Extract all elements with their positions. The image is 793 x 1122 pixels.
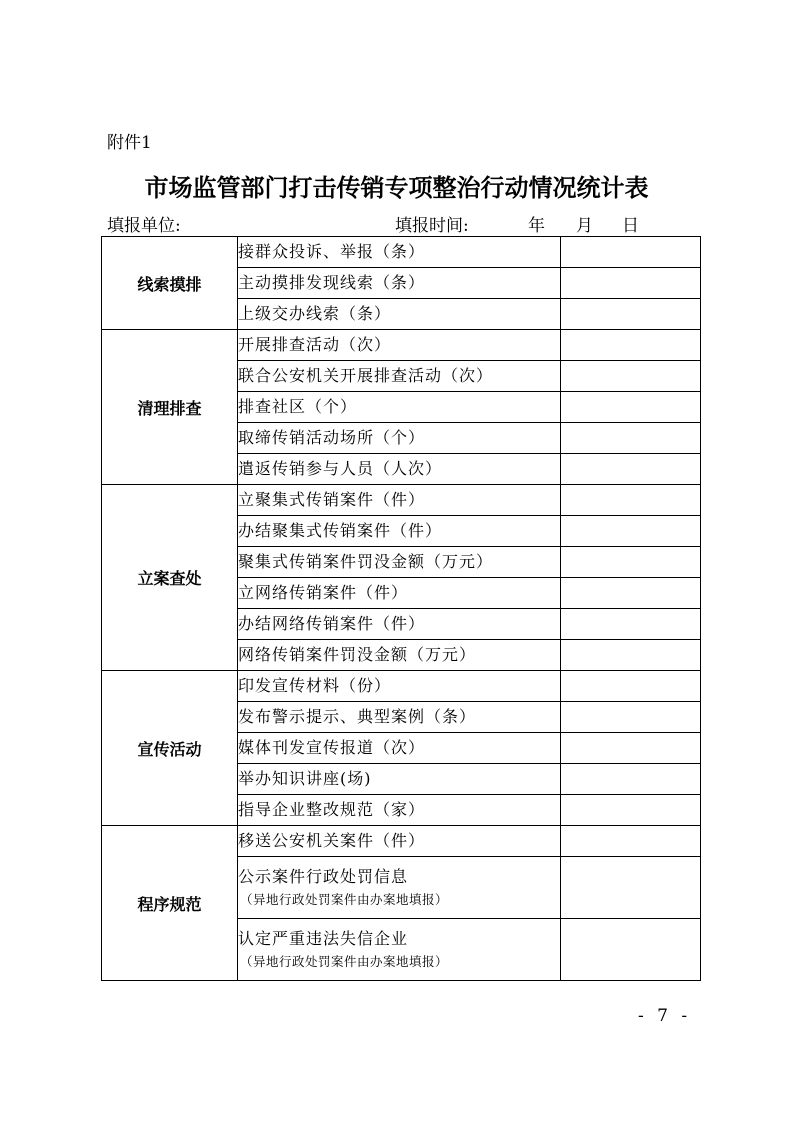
value-input-cell[interactable] xyxy=(561,640,701,671)
day-label: 日 xyxy=(622,216,639,236)
value-input-cell[interactable] xyxy=(561,330,701,361)
category-cell: 清理排查 xyxy=(102,330,238,485)
value-input-cell[interactable] xyxy=(561,919,701,981)
item-label-cell xyxy=(238,361,561,392)
page-number: - 7 - xyxy=(638,1006,692,1026)
item-label-cell xyxy=(238,392,561,423)
item-label: 主动摸排发现线索（条） xyxy=(238,273,426,292)
item-note: （异地行政处罚案件由办案地填报） xyxy=(240,953,449,969)
month-label: 月 xyxy=(576,216,593,236)
item-label: 办结聚集式传销案件（件） xyxy=(238,521,443,540)
attachment-label: 附件1 xyxy=(107,133,152,153)
item-label: 联合公安机关开展排查活动（次） xyxy=(238,366,494,385)
value-input-cell[interactable] xyxy=(561,423,701,454)
value-input-cell[interactable] xyxy=(561,795,701,826)
category-cell: 线索摸排 xyxy=(102,237,238,330)
item-label: 举办知识讲座(场) xyxy=(238,769,372,788)
value-input-cell[interactable] xyxy=(561,516,701,547)
item-label: 上级交办线索（条） xyxy=(238,304,392,323)
item-label: 印发宣传材料（份） xyxy=(238,676,392,695)
item-label-cell xyxy=(238,826,561,857)
item-label-cell xyxy=(238,733,561,764)
item-label: 媒体刊发宣传报道（次） xyxy=(238,738,426,757)
item-label: 办结网络传销案件（件） xyxy=(238,614,426,633)
item-label-cell xyxy=(238,485,561,516)
item-label-cell xyxy=(238,702,561,733)
value-input-cell[interactable] xyxy=(561,237,701,268)
item-label: 接群众投诉、举报（条） xyxy=(238,242,426,261)
statistics-table xyxy=(101,236,701,981)
value-input-cell[interactable] xyxy=(561,702,701,733)
item-label: 遣返传销参与人员（人次） xyxy=(238,459,443,478)
value-input-cell[interactable] xyxy=(561,671,701,702)
fill-time-label: 填报时间: xyxy=(395,216,469,236)
value-input-cell[interactable] xyxy=(561,268,701,299)
value-input-cell[interactable] xyxy=(561,578,701,609)
item-label: 立聚集式传销案件（件） xyxy=(238,490,426,509)
item-label-cell xyxy=(238,671,561,702)
item-label-cell xyxy=(238,919,561,981)
item-label-cell xyxy=(238,299,561,330)
table-row xyxy=(102,826,701,857)
item-label: 开展排查活动（次） xyxy=(238,335,392,354)
value-input-cell[interactable] xyxy=(561,454,701,485)
category-cell: 立案查处 xyxy=(102,485,238,671)
item-label: 网络传销案件罚没金额（万元） xyxy=(238,645,477,664)
table-row xyxy=(102,671,701,702)
value-input-cell[interactable] xyxy=(561,764,701,795)
item-label-cell xyxy=(238,795,561,826)
item-label-cell xyxy=(238,268,561,299)
item-label-cell xyxy=(238,609,561,640)
item-label: 移送公安机关案件（件） xyxy=(238,831,426,850)
value-input-cell[interactable] xyxy=(561,361,701,392)
item-label-cell xyxy=(238,578,561,609)
item-label-cell xyxy=(238,640,561,671)
item-label: 立网络传销案件（件） xyxy=(238,583,409,602)
item-label-cell xyxy=(238,330,561,361)
value-input-cell[interactable] xyxy=(561,826,701,857)
item-label-cell xyxy=(238,547,561,578)
item-note: （异地行政处罚案件由办案地填报） xyxy=(240,891,449,907)
item-label-cell xyxy=(238,516,561,547)
item-label: 认定严重违法失信企业 xyxy=(238,928,409,948)
item-label: 发布警示提示、典型案例（条） xyxy=(238,707,477,726)
item-label: 取缔传销活动场所（个） xyxy=(238,428,426,447)
item-label-cell xyxy=(238,237,561,268)
item-label: 排查社区（个） xyxy=(238,397,358,416)
value-input-cell[interactable] xyxy=(561,485,701,516)
item-label: 聚集式传销案件罚没金额（万元） xyxy=(238,552,494,571)
item-label-cell xyxy=(238,454,561,485)
value-input-cell[interactable] xyxy=(561,733,701,764)
fill-unit-label: 填报单位: xyxy=(107,216,181,236)
item-label-cell xyxy=(238,764,561,795)
year-label: 年 xyxy=(528,216,545,236)
value-input-cell[interactable] xyxy=(561,547,701,578)
statistics-table-body xyxy=(102,237,701,981)
value-input-cell[interactable] xyxy=(561,299,701,330)
table-row xyxy=(102,485,701,516)
item-label-cell xyxy=(238,423,561,454)
table-row xyxy=(102,237,701,268)
category-cell: 程序规范 xyxy=(102,826,238,981)
item-label: 指导企业整改规范（家） xyxy=(238,800,426,819)
table-row xyxy=(102,330,701,361)
category-cell: 宣传活动 xyxy=(102,671,238,826)
item-label: 公示案件行政处罚信息 xyxy=(238,866,409,886)
item-label-cell xyxy=(238,857,561,919)
page-title: 市场监管部门打击传销专项整治行动情况统计表 xyxy=(144,173,649,202)
value-input-cell[interactable] xyxy=(561,857,701,919)
value-input-cell[interactable] xyxy=(561,609,701,640)
value-input-cell[interactable] xyxy=(561,392,701,423)
